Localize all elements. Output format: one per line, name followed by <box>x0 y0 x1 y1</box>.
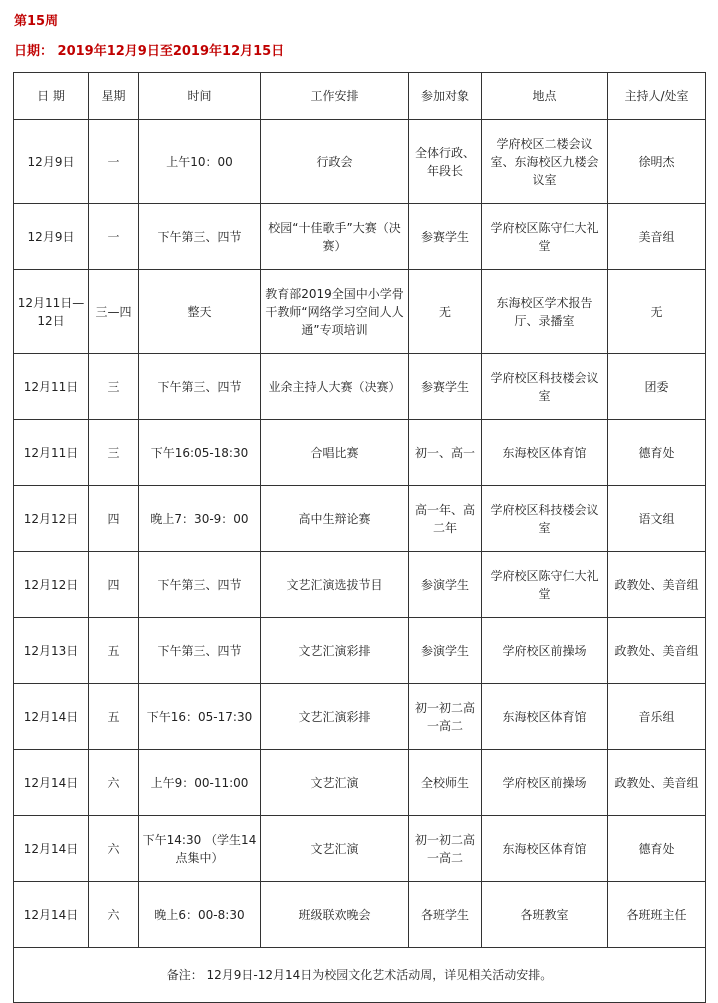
cell-time: 下午第三、四节 <box>139 618 261 684</box>
cell-task: 业余主持人大赛（决赛） <box>261 354 409 420</box>
cell-date: 12月9日 <box>14 120 89 204</box>
cell-weekday: 四 <box>89 486 139 552</box>
table-row <box>14 486 706 552</box>
cell-weekday: 一 <box>89 204 139 270</box>
table-row <box>14 684 706 750</box>
date-range: 日期： 2019年12月9日至2019年12月15日 <box>14 44 285 59</box>
column-header-time: 时间 <box>139 73 261 120</box>
cell-time: 整天 <box>139 270 261 354</box>
cell-weekday: 六 <box>89 750 139 816</box>
cell-participants: 高一年、高二年 <box>409 486 482 552</box>
cell-host: 音乐组 <box>608 684 706 750</box>
cell-date: 12月13日 <box>14 618 89 684</box>
table-row <box>14 204 706 270</box>
cell-task: 文艺汇演 <box>261 750 409 816</box>
cell-task: 校园“十佳歌手”大赛（决赛） <box>261 204 409 270</box>
table-row <box>14 618 706 684</box>
table-row <box>14 816 706 882</box>
column-header-location: 地点 <box>482 73 608 120</box>
cell-weekday: 三 <box>89 354 139 420</box>
cell-date: 12月12日 <box>14 552 89 618</box>
cell-location: 东海校区体育馆 <box>482 684 608 750</box>
cell-weekday: 四 <box>89 552 139 618</box>
cell-weekday: 三—四 <box>89 270 139 354</box>
column-header-date: 日 期 <box>14 73 89 120</box>
cell-location: 各班教室 <box>482 882 608 948</box>
cell-host: 团委 <box>608 354 706 420</box>
column-header-task: 工作安排 <box>261 73 409 120</box>
table-row <box>14 354 706 420</box>
cell-task: 高中生辩论赛 <box>261 486 409 552</box>
cell-participants: 参赛学生 <box>409 204 482 270</box>
cell-task: 文艺汇演 <box>261 816 409 882</box>
cell-host: 政教处、美音组 <box>608 750 706 816</box>
cell-time: 下午14:30 （学生14点集中） <box>139 816 261 882</box>
cell-location: 学府校区科技楼会议室 <box>482 354 608 420</box>
cell-participants: 初一初二高一高二 <box>409 816 482 882</box>
cell-location: 学府校区二楼会议室、东海校区九楼会议室 <box>482 120 608 204</box>
cell-task: 合唱比赛 <box>261 420 409 486</box>
cell-participants: 初一、高一 <box>409 420 482 486</box>
cell-time: 下午第三、四节 <box>139 354 261 420</box>
cell-participants: 参赛学生 <box>409 354 482 420</box>
table-row <box>14 270 706 354</box>
cell-time: 下午第三、四节 <box>139 204 261 270</box>
cell-participants: 各班学生 <box>409 882 482 948</box>
note-text: 备注： 12月9日-12月14日为校园文化艺术活动周，详见相关活动安排。 <box>14 948 706 1003</box>
cell-host: 美音组 <box>608 204 706 270</box>
cell-participants: 初一初二高一高二 <box>409 684 482 750</box>
cell-participants: 无 <box>409 270 482 354</box>
cell-date: 12月11日 <box>14 420 89 486</box>
cell-time: 下午16:05-18:30 <box>139 420 261 486</box>
cell-time: 晚上6：00-8:30 <box>139 882 261 948</box>
column-header-participants: 参加对象 <box>409 73 482 120</box>
cell-participants: 全体行政、年段长 <box>409 120 482 204</box>
cell-date: 12月11日—12日 <box>14 270 89 354</box>
cell-host: 徐明杰 <box>608 120 706 204</box>
cell-host: 各班班主任 <box>608 882 706 948</box>
cell-date: 12月9日 <box>14 204 89 270</box>
cell-task: 文艺汇演彩排 <box>261 618 409 684</box>
cell-weekday: 五 <box>89 618 139 684</box>
cell-location: 学府校区前操场 <box>482 750 608 816</box>
cell-date: 12月14日 <box>14 684 89 750</box>
cell-task: 文艺汇演选拔节目 <box>261 552 409 618</box>
table-row <box>14 120 706 204</box>
cell-date: 12月12日 <box>14 486 89 552</box>
cell-weekday: 三 <box>89 420 139 486</box>
cell-location: 东海校区体育馆 <box>482 816 608 882</box>
cell-task: 教育部2019全国中小学骨干教师“网络学习空间人人通”专项培训 <box>261 270 409 354</box>
cell-location: 东海校区体育馆 <box>482 420 608 486</box>
cell-task: 行政会 <box>261 120 409 204</box>
note-row <box>14 948 706 1003</box>
table-row <box>14 552 706 618</box>
cell-date: 12月11日 <box>14 354 89 420</box>
cell-weekday: 六 <box>89 882 139 948</box>
column-header-host: 主持人/处室 <box>608 73 706 120</box>
table-row <box>14 750 706 816</box>
column-header-weekday: 星期 <box>89 73 139 120</box>
cell-host: 德育处 <box>608 420 706 486</box>
cell-host: 语文组 <box>608 486 706 552</box>
cell-time: 上午9：00-11:00 <box>139 750 261 816</box>
cell-time: 晚上7：30-9：00 <box>139 486 261 552</box>
cell-participants: 参演学生 <box>409 618 482 684</box>
table-row <box>14 882 706 948</box>
cell-host: 德育处 <box>608 816 706 882</box>
cell-participants: 参演学生 <box>409 552 482 618</box>
cell-date: 12月14日 <box>14 882 89 948</box>
cell-weekday: 一 <box>89 120 139 204</box>
cell-weekday: 六 <box>89 816 139 882</box>
cell-location: 东海校区学术报告厅、录播室 <box>482 270 608 354</box>
cell-participants: 全校师生 <box>409 750 482 816</box>
cell-host: 政教处、美音组 <box>608 618 706 684</box>
cell-time: 下午第三、四节 <box>139 552 261 618</box>
cell-time: 下午16：05-17:30 <box>139 684 261 750</box>
cell-date: 12月14日 <box>14 816 89 882</box>
cell-location: 学府校区陈守仁大礼堂 <box>482 204 608 270</box>
table-row <box>14 420 706 486</box>
table-header-row <box>14 73 706 120</box>
cell-host: 无 <box>608 270 706 354</box>
cell-time: 上午10：00 <box>139 120 261 204</box>
cell-location: 学府校区陈守仁大礼堂 <box>482 552 608 618</box>
cell-date: 12月14日 <box>14 750 89 816</box>
cell-location: 学府校区科技楼会议室 <box>482 486 608 552</box>
cell-location: 学府校区前操场 <box>482 618 608 684</box>
cell-weekday: 五 <box>89 684 139 750</box>
week-label: 第15周 <box>14 14 59 29</box>
cell-task: 班级联欢晚会 <box>261 882 409 948</box>
schedule-table <box>13 72 706 1003</box>
cell-host: 政教处、美音组 <box>608 552 706 618</box>
cell-task: 文艺汇演彩排 <box>261 684 409 750</box>
